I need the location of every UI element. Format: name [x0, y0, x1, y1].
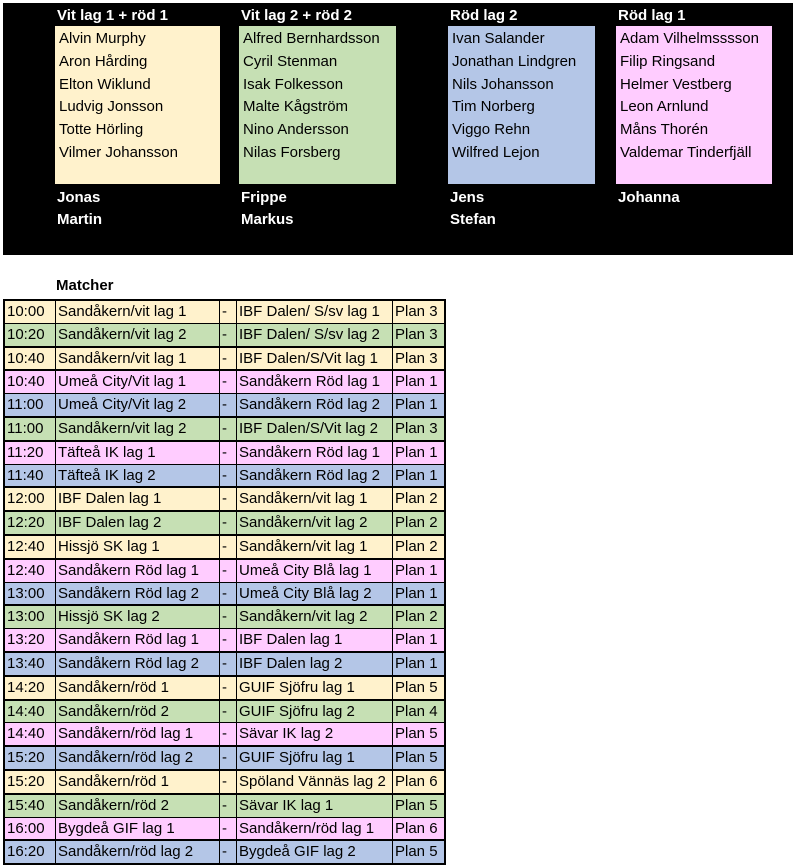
match-row: [4, 300, 445, 323]
match-separator: -: [220, 770, 237, 794]
away-team: GUIF Sjöfru lag 1: [237, 746, 393, 770]
match-row: [4, 559, 445, 582]
match-time: 15:40: [4, 794, 56, 817]
home-team: Sandåkern Röd lag 2: [56, 582, 220, 605]
away-team: Sandåkern/röd lag 1: [237, 817, 393, 840]
match-separator: -: [220, 700, 237, 723]
home-team: IBF Dalen lag 2: [56, 511, 220, 535]
match-plan: Plan 6: [393, 817, 446, 840]
match-separator: -: [220, 676, 237, 700]
match-plan: Plan 1: [393, 464, 446, 487]
match-plan: Plan 6: [393, 770, 446, 794]
player-name: Aron Hårding: [59, 52, 148, 70]
home-team: Sandåkern Röd lag 2: [56, 652, 220, 676]
match-separator: -: [220, 840, 237, 864]
match-row: [4, 441, 445, 464]
match-separator: -: [220, 629, 237, 652]
match-time: 11:20: [4, 441, 56, 464]
away-team: Sävar IK lag 1: [237, 794, 393, 817]
team-header: Vit lag 2 + röd 2: [241, 7, 353, 24]
match-row: [4, 629, 445, 652]
match-time: 10:20: [4, 323, 56, 346]
home-team: Sandåkern/röd lag 2: [56, 840, 220, 864]
home-team: Sandåkern/vit lag 1: [56, 300, 220, 323]
away-team: Sandåkern/vit lag 2: [237, 605, 393, 628]
match-time: 10:40: [4, 370, 56, 393]
match-row: [4, 464, 445, 487]
away-team: Spöland Vännäs lag 2: [237, 770, 393, 794]
match-row: [4, 605, 445, 628]
match-plan: Plan 5: [393, 794, 446, 817]
match-time: 15:20: [4, 770, 56, 794]
coach-name: Stefan: [450, 211, 496, 228]
match-time: 11:00: [4, 394, 56, 417]
away-team: Sandåkern/vit lag 1: [237, 487, 393, 511]
home-team: Sandåkern Röd lag 1: [56, 559, 220, 582]
match-time: 12:20: [4, 511, 56, 535]
match-separator: -: [220, 817, 237, 840]
match-time: 13:00: [4, 582, 56, 605]
away-team: IBF Dalen/S/Vit lag 1: [237, 347, 393, 371]
player-name: Måns Thorén: [620, 121, 709, 139]
match-row: [4, 394, 445, 417]
player-name: Adam Vilhelmsssson: [620, 30, 759, 47]
match-row: [4, 347, 445, 371]
match-plan: Plan 2: [393, 511, 446, 535]
home-team: Bygdeå GIF lag 1: [56, 817, 220, 840]
coach-name: Martin: [57, 211, 102, 228]
match-time: 12:40: [4, 535, 56, 559]
home-team: Sandåkern/röd 1: [56, 676, 220, 700]
away-team: GUIF Sjöfru lag 1: [237, 676, 393, 700]
match-separator: -: [220, 464, 237, 487]
away-team: Bygdeå GIF lag 2: [237, 840, 393, 864]
match-row: [4, 323, 445, 346]
match-time: 12:40: [4, 559, 56, 582]
match-separator: -: [220, 370, 237, 393]
coach-name: Johanna: [618, 189, 680, 206]
away-team: Sandåkern Röd lag 2: [237, 394, 393, 417]
match-time: 13:00: [4, 605, 56, 628]
away-team: Sandåkern Röd lag 1: [237, 370, 393, 393]
home-team: Sandåkern/vit lag 2: [56, 417, 220, 441]
match-separator: -: [220, 652, 237, 676]
match-row: [4, 746, 445, 770]
match-separator: -: [220, 582, 237, 605]
away-team: IBF Dalen lag 1: [237, 629, 393, 652]
away-team: Sävar IK lag 2: [237, 723, 393, 746]
away-team: GUIF Sjöfru lag 2: [237, 700, 393, 723]
match-row: [4, 723, 445, 746]
match-row: [4, 487, 445, 511]
player-name: Filip Ringsand: [620, 52, 716, 70]
matches-title: Matcher: [56, 277, 114, 294]
match-plan: Plan 5: [393, 840, 446, 864]
home-team: Sandåkern/röd 2: [56, 700, 220, 723]
home-team: Umeå City/Vit lag 1: [56, 370, 220, 393]
home-team: Hissjö SK lag 1: [56, 535, 220, 559]
team-header: Röd lag 2: [450, 7, 518, 24]
match-separator: -: [220, 746, 237, 770]
match-plan: Plan 1: [393, 559, 446, 582]
player-name: Nils Johansson: [452, 75, 554, 93]
player-name: Alvin Murphy: [59, 30, 146, 47]
home-team: Sandåkern/röd 2: [56, 794, 220, 817]
match-plan: Plan 3: [393, 417, 446, 441]
home-team: Täfteå IK lag 2: [56, 464, 220, 487]
match-plan: Plan 2: [393, 535, 446, 559]
match-row: [4, 582, 445, 605]
team-header: Vit lag 1 + röd 1: [57, 7, 169, 24]
match-separator: -: [220, 794, 237, 817]
away-team: Sandåkern Röd lag 1: [237, 441, 393, 464]
team-header: Röd lag 1: [618, 7, 686, 24]
match-time: 15:20: [4, 746, 56, 770]
match-separator: -: [220, 511, 237, 535]
match-time: 16:20: [4, 840, 56, 864]
match-plan: Plan 4: [393, 700, 446, 723]
match-separator: -: [220, 535, 237, 559]
match-plan: Plan 2: [393, 605, 446, 628]
matches-table: [3, 299, 446, 865]
match-separator: -: [220, 559, 237, 582]
home-team: Sandåkern/röd lag 1: [56, 723, 220, 746]
player-name: Valdemar Tinderfjäll: [620, 143, 752, 161]
match-row: [4, 817, 445, 840]
match-plan: Plan 5: [393, 723, 446, 746]
player-name: Nino Andersson: [243, 121, 349, 139]
player-name: Alfred Bernhardsson: [243, 30, 380, 47]
match-time: 11:00: [4, 417, 56, 441]
match-row: [4, 417, 445, 441]
match-separator: -: [220, 347, 237, 371]
coach-name: Markus: [241, 211, 294, 228]
home-team: IBF Dalen lag 1: [56, 487, 220, 511]
match-time: 14:20: [4, 676, 56, 700]
player-name: Cyril Stenman: [243, 52, 338, 70]
match-time: 10:40: [4, 347, 56, 371]
match-plan: Plan 3: [393, 347, 446, 371]
team-player-list: [55, 26, 220, 184]
match-separator: -: [220, 605, 237, 628]
match-row: [4, 700, 445, 723]
away-team: Umeå City Blå lag 1: [237, 559, 393, 582]
match-time: 13:40: [4, 652, 56, 676]
player-name: Totte Hörling: [59, 121, 144, 139]
match-plan: Plan 5: [393, 676, 446, 700]
player-name: Elton Wiklund: [59, 75, 151, 93]
match-plan: Plan 1: [393, 652, 446, 676]
player-name: Malte Kågström: [243, 98, 349, 116]
match-row: [4, 676, 445, 700]
player-name: Viggo Rehn: [452, 121, 531, 139]
player-name: Tim Norberg: [452, 98, 535, 116]
player-name: Ivan Salander: [452, 30, 545, 47]
match-plan: Plan 1: [393, 441, 446, 464]
away-team: IBF Dalen/ S/sv lag 1: [237, 300, 393, 323]
match-row: [4, 770, 445, 794]
player-name: Isak Folkesson: [243, 75, 344, 93]
match-separator: -: [220, 417, 237, 441]
team-player-list: [448, 26, 595, 184]
away-team: Sandåkern/vit lag 1: [237, 535, 393, 559]
match-plan: Plan 1: [393, 394, 446, 417]
match-time: 14:40: [4, 723, 56, 746]
match-row: [4, 652, 445, 676]
player-name: Leon Arnlund: [620, 98, 709, 116]
away-team: Umeå City Blå lag 2: [237, 582, 393, 605]
match-plan: Plan 2: [393, 487, 446, 511]
match-separator: -: [220, 394, 237, 417]
match-plan: Plan 5: [393, 746, 446, 770]
coach-name: Jens: [450, 189, 485, 206]
home-team: Sandåkern Röd lag 1: [56, 629, 220, 652]
match-row: [4, 370, 445, 393]
teams-panel: [3, 3, 793, 255]
match-separator: -: [220, 487, 237, 511]
match-plan: Plan 1: [393, 582, 446, 605]
match-row: [4, 535, 445, 559]
match-plan: Plan 3: [393, 300, 446, 323]
away-team: Sandåkern/vit lag 2: [237, 511, 393, 535]
match-time: 11:40: [4, 464, 56, 487]
match-separator: -: [220, 300, 237, 323]
home-team: Sandåkern/röd 1: [56, 770, 220, 794]
match-row: [4, 794, 445, 817]
match-separator: -: [220, 723, 237, 746]
home-team: Sandåkern/vit lag 2: [56, 323, 220, 346]
match-time: 12:00: [4, 487, 56, 511]
away-team: IBF Dalen/ S/sv lag 2: [237, 323, 393, 346]
player-name: Ludvig Jonsson: [59, 98, 164, 116]
match-time: 10:00: [4, 300, 56, 323]
match-separator: -: [220, 323, 237, 346]
away-team: IBF Dalen lag 2: [237, 652, 393, 676]
away-team: Sandåkern Röd lag 2: [237, 464, 393, 487]
away-team: IBF Dalen/S/Vit lag 2: [237, 417, 393, 441]
home-team: Täfteå IK lag 1: [56, 441, 220, 464]
player-name: Jonathan Lindgren: [452, 52, 577, 70]
player-name: Vilmer Johansson: [59, 143, 178, 161]
home-team: Umeå City/Vit lag 2: [56, 394, 220, 417]
match-time: 14:40: [4, 700, 56, 723]
player-name: Helmer Vestberg: [620, 75, 732, 93]
match-time: 13:20: [4, 629, 56, 652]
team-player-list: [616, 26, 772, 184]
match-plan: Plan 1: [393, 370, 446, 393]
player-name: Wilfred Lejon: [452, 143, 540, 161]
match-row: [4, 840, 445, 864]
match-separator: -: [220, 441, 237, 464]
home-team: Sandåkern/röd lag 2: [56, 746, 220, 770]
team-player-list: [239, 26, 396, 184]
match-plan: Plan 3: [393, 323, 446, 346]
match-time: 16:00: [4, 817, 56, 840]
match-row: [4, 511, 445, 535]
home-team: Hissjö SK lag 2: [56, 605, 220, 628]
coach-name: Jonas: [57, 189, 101, 206]
home-team: Sandåkern/vit lag 1: [56, 347, 220, 371]
match-plan: Plan 1: [393, 629, 446, 652]
player-name: Nilas Forsberg: [243, 143, 341, 161]
coach-name: Frippe: [241, 189, 287, 206]
